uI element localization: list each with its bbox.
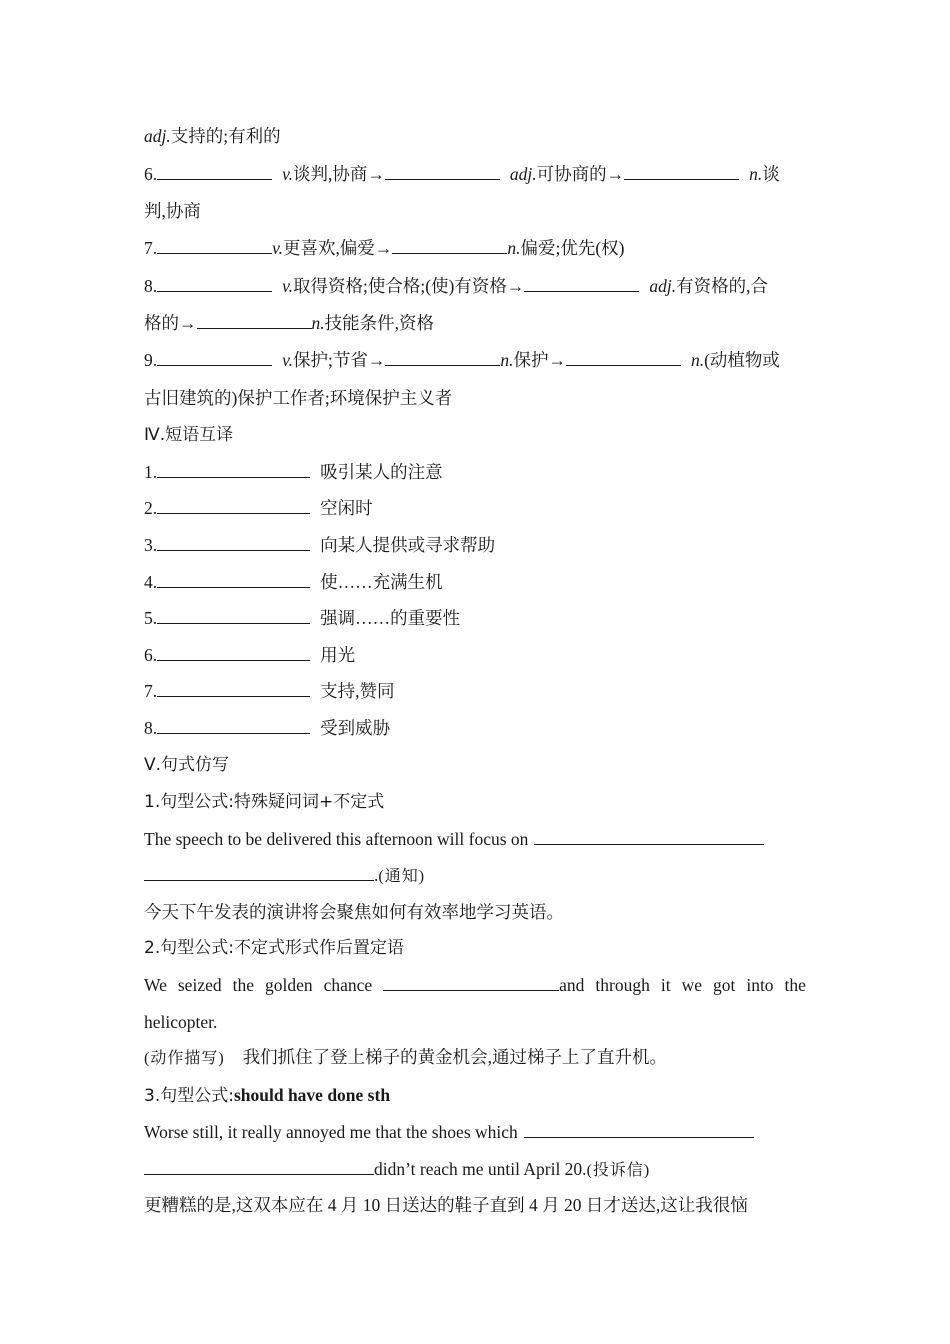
pos-label: v. bbox=[282, 350, 293, 370]
section-4-title: Ⅳ.短语互译 bbox=[144, 425, 234, 445]
answer-blank[interactable] bbox=[157, 570, 310, 588]
answer-blank[interactable] bbox=[385, 162, 500, 180]
word: into bbox=[746, 975, 774, 995]
answer-blank[interactable] bbox=[157, 643, 310, 661]
item-number: 1. bbox=[144, 462, 158, 482]
phrase-item-6 bbox=[144, 643, 355, 667]
pattern-3-sentence bbox=[144, 1120, 754, 1144]
answer-blank[interactable] bbox=[157, 496, 310, 514]
phrase-item-2 bbox=[144, 496, 373, 520]
phrase-item-4 bbox=[144, 570, 443, 594]
pos-label: v. bbox=[282, 276, 293, 296]
phrase-text: 支持,赞同 bbox=[320, 681, 395, 701]
definition: 有资格的,合 bbox=[676, 276, 768, 296]
item-number: 5. bbox=[144, 608, 158, 628]
definition: (动植物或 bbox=[704, 350, 780, 370]
pattern-1-sentence bbox=[144, 827, 764, 851]
phrase-item-3 bbox=[144, 533, 495, 557]
pattern-2-sentence bbox=[144, 973, 806, 997]
pos-label: adj. bbox=[649, 276, 677, 296]
answer-blank[interactable] bbox=[157, 679, 310, 697]
word: it bbox=[660, 975, 671, 995]
item-number: 3. bbox=[144, 535, 158, 555]
pattern-3-sentence-cont bbox=[144, 1157, 650, 1183]
item-number: 7. bbox=[144, 238, 158, 258]
answer-blank[interactable] bbox=[144, 863, 374, 881]
definition: 保护;节省→ bbox=[292, 350, 386, 370]
word: the bbox=[784, 975, 806, 995]
answer-blank[interactable] bbox=[157, 162, 272, 180]
pattern-2-heading: 2.句型公式:不定式形式作后置定语 bbox=[144, 938, 404, 958]
answer-blank[interactable] bbox=[383, 973, 559, 991]
chinese-translation: 我们抓住了登上梯子的黄金机会,通过梯子上了直升机。 bbox=[242, 1047, 668, 1067]
definition: 判,协商 bbox=[144, 201, 201, 221]
answer-blank[interactable] bbox=[197, 311, 312, 329]
item-number: 6. bbox=[144, 164, 158, 184]
phrase-item-7 bbox=[144, 679, 395, 703]
word: We bbox=[144, 975, 167, 995]
pattern-1-chinese: 今天下午发表的演讲将会聚焦如何有效率地学习英语。 bbox=[144, 902, 564, 922]
pattern-1-sentence-cont bbox=[144, 863, 425, 889]
pattern-1-heading: 1.句型公式:特殊疑问词+不定式 bbox=[144, 792, 385, 812]
pos-label: n. bbox=[500, 350, 514, 370]
word: we bbox=[681, 975, 702, 995]
word: golden bbox=[264, 975, 313, 995]
word: and bbox=[559, 975, 585, 995]
answer-blank[interactable] bbox=[534, 827, 764, 845]
phrase-item-1 bbox=[144, 460, 443, 484]
answer-blank[interactable] bbox=[566, 348, 681, 366]
phrase-text: 强调……的重要性 bbox=[320, 608, 461, 628]
definition: 古旧建筑的)保护工作者;环境保护主义者 bbox=[144, 388, 453, 408]
item-number: 9. bbox=[144, 350, 158, 370]
definition: 偏爱;优先(权) bbox=[520, 238, 625, 258]
pos-label: n. bbox=[749, 164, 763, 184]
phrase-item-5 bbox=[144, 606, 460, 630]
pos-label: adj. bbox=[509, 164, 537, 184]
pattern-2-chinese-line bbox=[144, 1045, 667, 1071]
pattern-2-sentence-cont: helicopter. bbox=[144, 1012, 218, 1032]
answer-blank[interactable] bbox=[144, 1157, 374, 1175]
answer-blank[interactable] bbox=[157, 606, 310, 624]
word: seized bbox=[177, 975, 222, 995]
pattern-3-chinese: 更糟糕的是,这双本应在 4 月 10 日送达的鞋子直到 4 月 20 日才送达,这让我很恼 bbox=[144, 1195, 748, 1215]
item-number: 6. bbox=[144, 645, 158, 665]
pos-label: adj. bbox=[144, 126, 171, 146]
phrase-text: 使……充满生机 bbox=[320, 572, 443, 592]
sentence-text: didn’t reach me until April 20. bbox=[374, 1159, 587, 1179]
definition: 谈 bbox=[762, 164, 780, 184]
vocab-item-6 bbox=[144, 162, 780, 186]
definition: 取得资格;使合格;(使)有资格→ bbox=[292, 276, 525, 296]
context-note: (通知) bbox=[378, 868, 426, 885]
answer-blank[interactable] bbox=[524, 1120, 754, 1138]
definition: 保护→ bbox=[513, 350, 566, 370]
item-number: 8. bbox=[144, 276, 158, 296]
phrase-text: 受到威胁 bbox=[320, 718, 391, 738]
heading-prefix: 3.句型公式: bbox=[144, 1086, 234, 1106]
pos-label: n. bbox=[311, 313, 325, 333]
answer-blank[interactable] bbox=[157, 716, 310, 734]
answer-blank[interactable] bbox=[524, 274, 639, 292]
definition: 可协商的→ bbox=[536, 164, 625, 184]
section-5-title: Ⅴ.句式仿写 bbox=[144, 755, 230, 775]
answer-blank[interactable] bbox=[385, 348, 500, 366]
answer-blank[interactable] bbox=[157, 533, 310, 551]
word: through bbox=[595, 975, 650, 995]
definition: 支持的;有利的 bbox=[170, 126, 281, 146]
answer-blank[interactable] bbox=[157, 236, 272, 254]
answer-blank[interactable] bbox=[157, 348, 272, 366]
vocab-item-6-cont bbox=[144, 199, 201, 223]
pattern-3-heading bbox=[144, 1083, 390, 1108]
pos-label: n. bbox=[507, 238, 521, 258]
phrase-text: 空闲时 bbox=[320, 498, 373, 518]
word: the bbox=[232, 975, 254, 995]
vocab-item-8 bbox=[144, 274, 768, 298]
definition: 更喜欢,偏爱→ bbox=[282, 238, 393, 258]
pos-label: v. bbox=[282, 164, 293, 184]
answer-blank[interactable] bbox=[157, 274, 272, 292]
pos-label: v. bbox=[272, 238, 283, 258]
definition: 格的→ bbox=[144, 313, 197, 333]
sentence-text: The speech to be delivered this afternoon will focus on bbox=[144, 829, 529, 849]
context-note: (投诉信) bbox=[586, 1162, 651, 1179]
phrase-text: 向某人提供或寻求帮助 bbox=[320, 535, 496, 555]
vocab-item-9 bbox=[144, 348, 780, 372]
definition: 谈判,协商→ bbox=[292, 164, 385, 184]
item-number: 2. bbox=[144, 498, 158, 518]
vocab-item-8-cont bbox=[144, 311, 434, 335]
item-number: 4. bbox=[144, 572, 158, 592]
sentence-text: . bbox=[374, 865, 379, 885]
sentence-text: Worse still, it really annoyed me that the shoes which bbox=[144, 1122, 518, 1142]
answer-blank[interactable] bbox=[624, 162, 739, 180]
answer-blank[interactable] bbox=[157, 460, 310, 478]
pos-label: n. bbox=[690, 350, 705, 370]
phrase-item-8 bbox=[144, 716, 390, 740]
heading-formula: should have done sth bbox=[233, 1085, 391, 1105]
item-number: 8. bbox=[144, 718, 158, 738]
word: chance bbox=[323, 975, 373, 995]
vocab-item-9-cont bbox=[144, 386, 452, 410]
context-note: (动作描写) bbox=[144, 1050, 225, 1067]
vocab-item-7 bbox=[144, 236, 625, 260]
phrase-text: 用光 bbox=[320, 645, 356, 665]
definition: 技能条件,资格 bbox=[324, 313, 434, 333]
vocab-line-adj bbox=[144, 124, 281, 148]
phrase-text: 吸引某人的注意 bbox=[320, 462, 443, 482]
word: got bbox=[712, 975, 736, 995]
item-number: 7. bbox=[144, 681, 158, 701]
answer-blank[interactable] bbox=[392, 236, 507, 254]
